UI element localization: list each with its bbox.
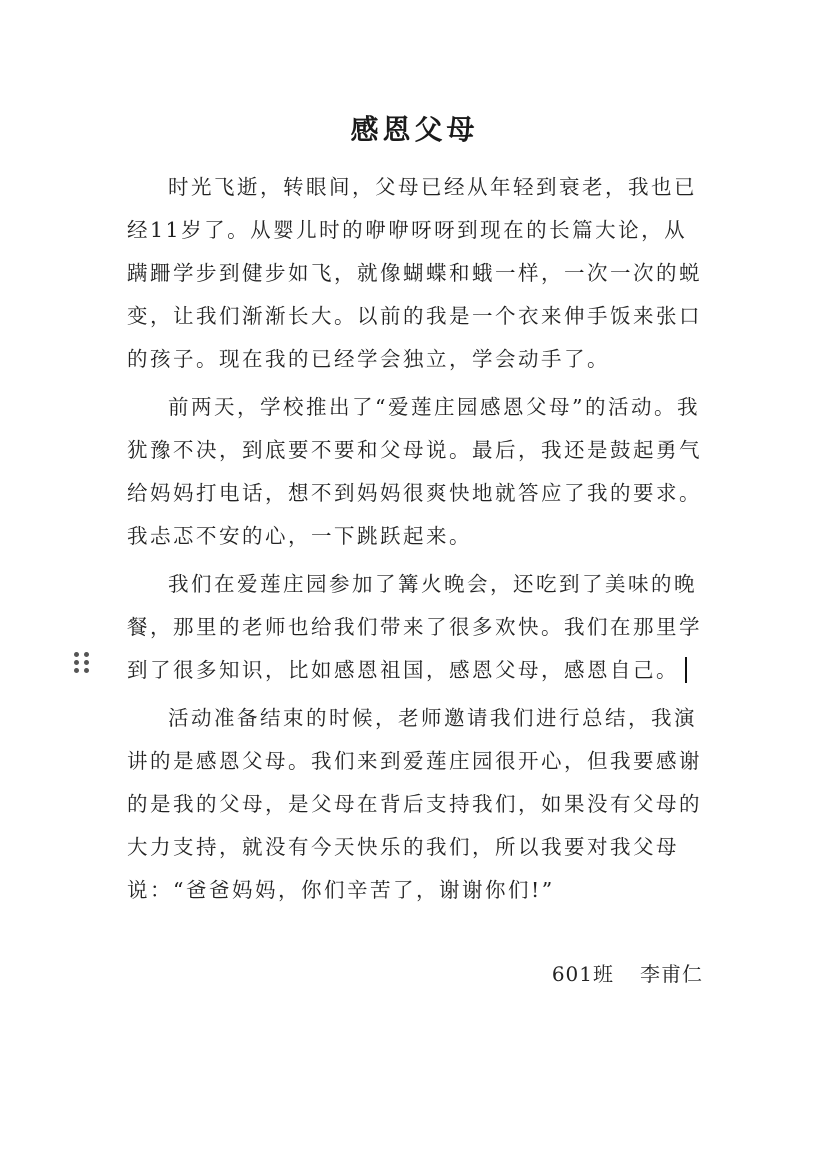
paragraph-text: 活动准备结束的时候，老师邀请我们进行总结，我演讲的是感恩父母。我们来到爱莲庄园很开心，但我要感谢的是我的父母，是父母在背后支持我们，如果没有父母的大力支持，就没有今天快乐的我们，所以我要对我父母说：“爸爸妈妈，你们辛苦了，谢谢你们!”: [127, 706, 702, 902]
paragraph-text: 前两天，学校推出了“爱莲庄园感恩父母”的活动。我犹豫不决，到底要不要和父母说。最后，我还是鼓起勇气给妈妈打电话，想不到妈妈很爽快地就答应了我的要求。我忐忑不安的心，一下跳跃起来。: [127, 395, 702, 548]
text-cursor: [685, 657, 687, 683]
signature-line: [552, 958, 703, 987]
drag-handle-icon[interactable]: [74, 652, 90, 676]
paragraph-1[interactable]: [127, 166, 707, 381]
paragraph-text: 我们在爱莲庄园参加了篝火晚会，还吃到了美味的晚餐，那里的老师也给我们带来了很多欢快。我们在那里学到了很多知识，比如感恩祖国，感恩父母，感恩自己。: [127, 572, 702, 682]
paragraph-2[interactable]: [127, 386, 707, 558]
document-body[interactable]: [127, 166, 707, 912]
paragraph-text: 时光飞逝，转眼间，父母已经从年轻到衰老，我也已经11岁了。从婴儿时的咿咿呀呀到现在的长篇大论，从蹒跚学步到健步如飞，就像蝴蝶和蛾一样，一次一次的蜕变，让我们渐渐长大。以前的我是一个衣来伸手饭来张口的孩子。现在我的已经学会独立，学会动手了。: [127, 175, 702, 371]
paragraph-4[interactable]: [127, 697, 707, 912]
paragraph-3[interactable]: [127, 563, 707, 692]
signature-class: 601班: [551, 962, 614, 986]
signature-author: 李甫仁: [640, 962, 703, 986]
document-title: 感恩父母: [350, 113, 479, 146]
